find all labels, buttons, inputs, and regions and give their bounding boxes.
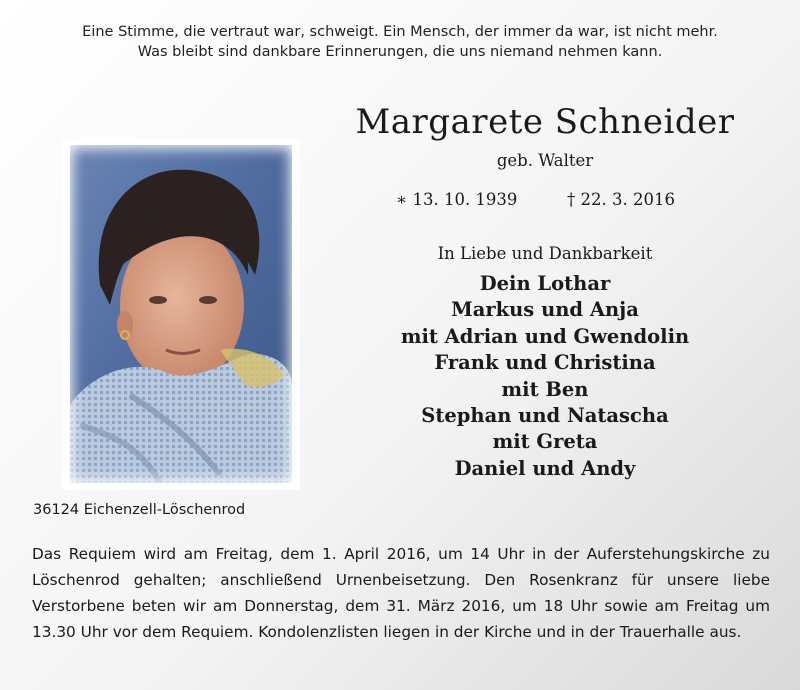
mourner-name: mit Adrian und Gwendolin — [400, 324, 690, 348]
portrait-photo — [70, 145, 292, 483]
mourner-name: mit Ben — [501, 377, 589, 401]
mourner-name: Stephan und Natascha — [421, 404, 669, 428]
mourner-name: Markus und Anja — [451, 298, 639, 322]
mourner-name: Daniel und Andy — [454, 456, 636, 480]
birth-name: geb. Walter — [496, 151, 594, 170]
mourners-list — [320, 271, 770, 482]
mourner-name: Dein Lothar — [479, 272, 611, 295]
deceased-name: Margarete Schneider — [355, 102, 735, 142]
birth-date: ∗ 13. 10. 1939 — [396, 190, 518, 209]
quote-line-1: Eine Stimme, die vertraut war, schweigt. Ein Mensch, der immer da war, ist nicht mehr. — [82, 24, 718, 40]
mourner-name: Frank und Christina — [434, 351, 656, 375]
address: 36124 Eichenzell-Löschenrod — [33, 502, 246, 518]
opening-quote — [0, 22, 800, 62]
mourners-intro: In Liebe und Dankbarkeit — [437, 244, 653, 263]
death-date: † 22. 3. 2016 — [567, 190, 675, 209]
service-notice: Das Requiem wird am Freitag, dem 1. April 2016, um 14 Uhr in der Auferstehungskirche zu Löschenrod gehalten; anschließend Urnenbeisetzung. Den Rosenkranz für unsere liebe Verstorbene beten wir am Donnerstag, dem 31. März 2016, um 18 Uhr sowie am Freitag um 13.30 Uhr vor dem Requiem. Kondolenzlisten liegen in der Kirche und in der Trauerhalle aus. — [32, 545, 770, 641]
mourner-name: mit Greta — [492, 430, 598, 454]
quote-line-2: Was bleibt sind dankbare Erinnerungen, die uns niemand nehmen kann. — [137, 44, 663, 60]
